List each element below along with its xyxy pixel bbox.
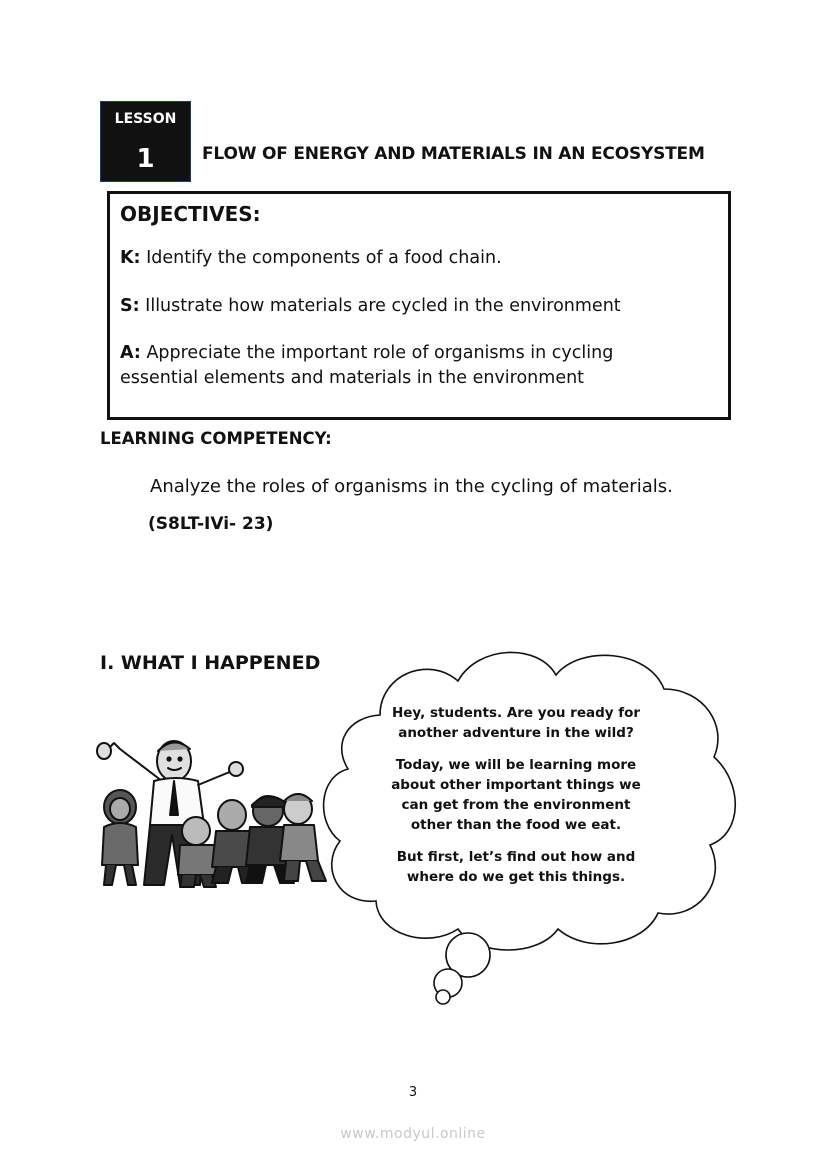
watermark: www.modyul.online xyxy=(340,1126,486,1142)
objective-key: K: xyxy=(120,248,141,268)
objective-text: Appreciate the important role of organisms in cycling essential elements and materials in the environment xyxy=(120,343,614,388)
lesson-title: FLOW OF ENERGY AND MATERIALS IN AN ECOSYSTEM xyxy=(202,144,705,164)
objective-text: Identify the components of a food chain. xyxy=(140,248,502,268)
bubble-paragraph: But first, let’s find out how and where do we get this things. xyxy=(396,849,636,885)
lesson-label: LESSON xyxy=(114,111,177,127)
bubble-paragraph: Today, we will be learning more about other important things we can get from the environment other than the food we eat. xyxy=(391,757,641,833)
section-heading: I. WHAT I HAPPENED xyxy=(100,652,321,674)
objective-knowledge xyxy=(120,246,720,271)
lesson-badge xyxy=(100,101,191,182)
bubble-paragraph: Hey, students. Are you ready for another adventure in the wild? xyxy=(391,705,641,741)
teacher-students-illustration xyxy=(92,735,332,895)
thought-bubble-text xyxy=(388,703,644,899)
objective-skill xyxy=(120,294,720,319)
competency-heading: LEARNING COMPETENCY: xyxy=(100,429,332,448)
objective-text: Illustrate how materials are cycled in the environment xyxy=(139,296,621,316)
page-number: 3 xyxy=(408,1085,418,1100)
objective-key: A: xyxy=(120,343,141,363)
lesson-number: 1 xyxy=(136,144,155,174)
objective-attitude xyxy=(120,341,680,391)
competency-text: Analyze the roles of organisms in the cycling of materials. xyxy=(150,476,673,497)
objectives-heading: OBJECTIVES: xyxy=(120,202,261,226)
competency-code: (S8LT-IVi- 23) xyxy=(148,514,274,534)
objective-key: S: xyxy=(120,296,140,316)
